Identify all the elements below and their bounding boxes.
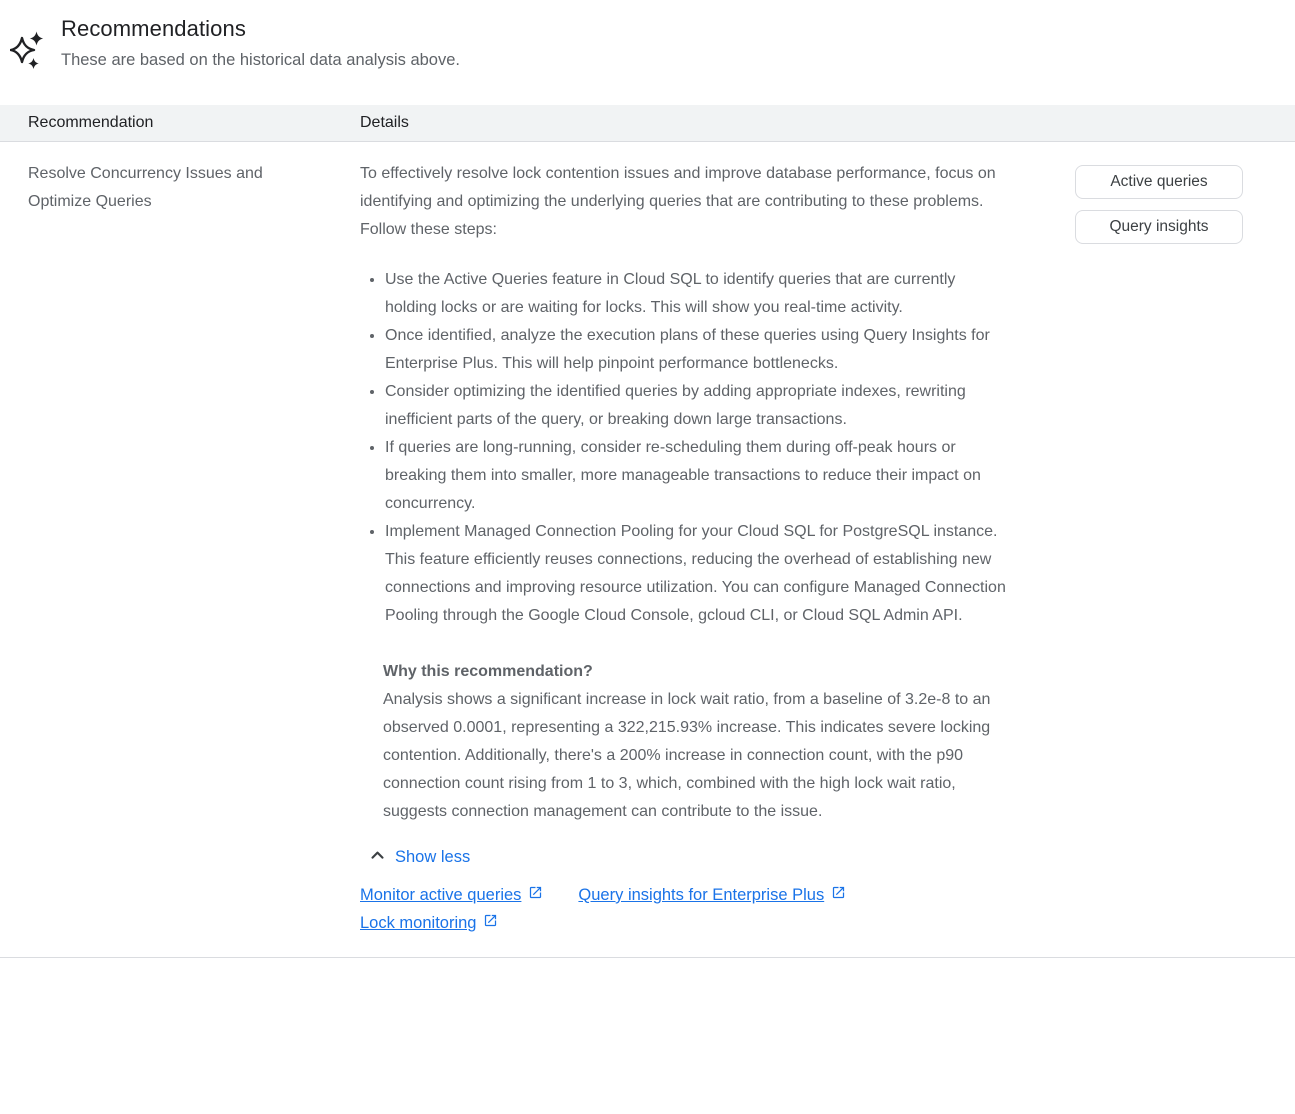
external-doc-link[interactable]: Lock monitoring (360, 909, 498, 937)
column-header-recommendation: Recommendation (28, 114, 154, 131)
open-in-new-icon (831, 881, 846, 909)
action-button[interactable]: Query insights (1075, 210, 1243, 244)
panel-header (0, 0, 1295, 75)
recommendations-table (0, 105, 1295, 958)
table-header-row (0, 105, 1295, 142)
show-less-button[interactable] (369, 847, 470, 867)
open-in-new-icon (528, 881, 543, 909)
open-in-new-icon (483, 909, 498, 937)
gemini-sparkle-icon (10, 16, 44, 75)
table-row (0, 142, 1295, 958)
page-subtitle: These are based on the historical data analysis above. (61, 51, 460, 69)
column-header-details: Details (360, 114, 409, 131)
row-actions-cell (1045, 160, 1295, 937)
list-item: • Once identified, analyze the execution plans of these queries using Query Insights for Enterprise Plus. This will help pinpoint performance bottlenecks. (385, 322, 1010, 378)
external-doc-link[interactable]: Query insights for Enterprise Plus (578, 881, 846, 909)
show-less-label: Show less (395, 847, 471, 866)
why-text: Analysis shows a significant increase in lock wait ratio, from a baseline of 3.2e-8 to an observed 0.0001, representing a 322,215.93% increase. This indicates severe locking contention. Additionally, there's a 200% increase in connection count, with the p90 connection count rising from 1 to 3, which, combined with the high lock wait ratio, suggests connection management can contribute to the issue. (383, 691, 991, 820)
details-intro: To effectively resolve lock contention issues and improve database performance, focus on identifying and optimizing the underlying queries that are contributing to these problems. Follow these steps: (360, 165, 996, 238)
why-heading: Why this recommendation? (383, 663, 593, 680)
action-button[interactable]: Active queries (1075, 165, 1243, 199)
list-item: • If queries are long-running, consider re-scheduling them during off-peak hours or breaking them into smaller, more manageable transactions to reduce their impact on concurrency. (385, 434, 1010, 518)
recommendation-details-cell (360, 160, 1010, 937)
steps-list (360, 266, 1010, 630)
list-item: • Consider optimizing the identified queries by adding appropriate indexes, rewriting inefficient parts of the query, or breaking down large transactions. (385, 378, 1010, 434)
why-recommendation-block (383, 658, 1010, 826)
page-title: Recommendations (61, 16, 246, 41)
recommendation-title-cell: Resolve Concurrency Issues and Optimize Queries (28, 165, 263, 210)
chevron-up-icon (369, 847, 386, 867)
documentation-links (360, 881, 1010, 937)
list-item: • Implement Managed Connection Pooling for your Cloud SQL for PostgreSQL instance. This feature efficiently reuses connections, reducing the overhead of establishing new connections and improving resource utilization. You can configure Managed Connection Pooling through the Google Cloud Console, gcloud CLI, or Cloud SQL Admin API. (385, 518, 1010, 630)
list-item: • Use the Active Queries feature in Cloud SQL to identify queries that are currently holding locks or are waiting for locks. This will show you real-time activity. (385, 266, 1010, 322)
external-doc-link[interactable]: Monitor active queries (360, 881, 543, 909)
